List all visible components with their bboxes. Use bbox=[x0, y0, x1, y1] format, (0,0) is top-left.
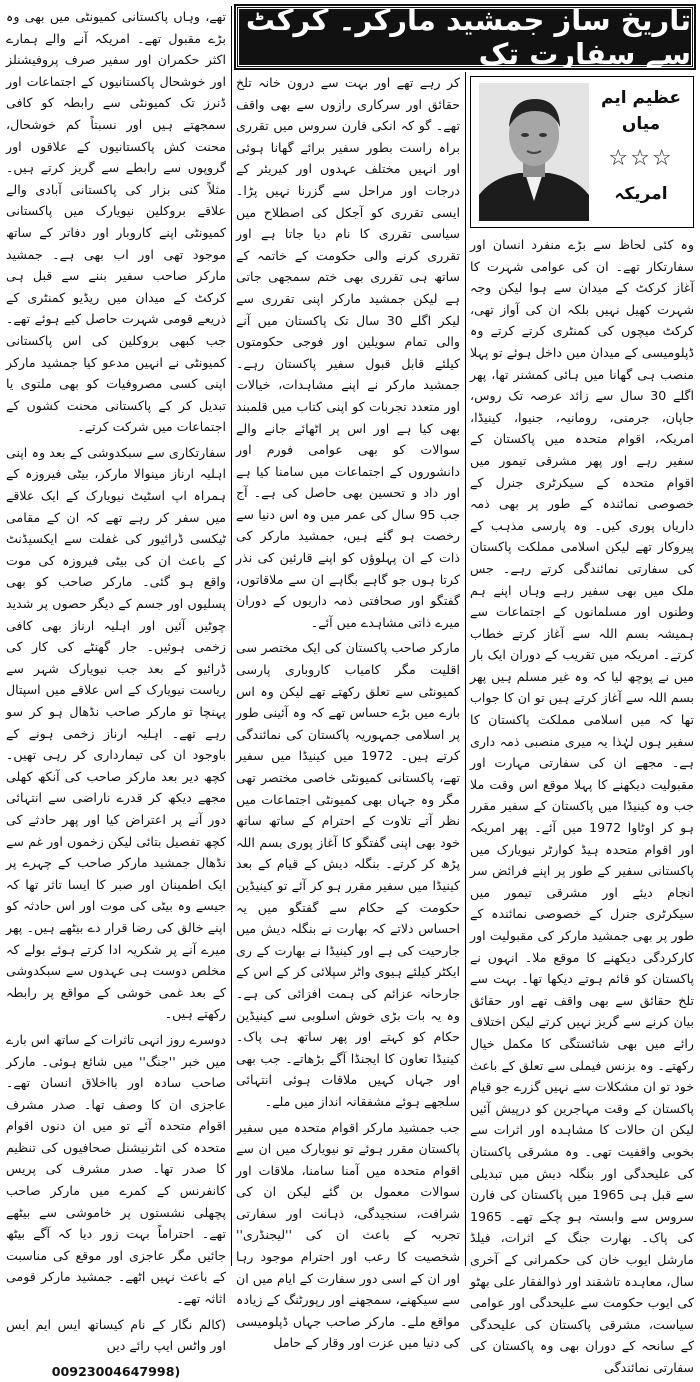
paragraph: سفارتکاری سے سبکدوشی کے بعد وہ اپنی اہلیہ ارناز مینوالا مارکر، بیٹی فیروزہ کے ہمراہ اپ اسٹیٹ نیویارک کے ایک علاقے میں سفر کر رہے تھے کہ ان کے مقامی ٹیکسی ڈرائیور کی غفلت سے ایکسیڈنٹ کے باعث ان کی بیٹی فیروزہ کی موت واقع ہو گئی۔ مارکر صاحب کو بھی پسلیوں اور جسم کے دیگر حصوں پر شدید چوٹیں آئیں اور اہلیہ ارناز بھی کافی زخمی ہوئیں۔ جار گھنٹے کی کار کی ڈرائیو کے بعد جب نیویارک شہر سے ریاست نیویارک کے اس علاقے میں اسپتال پہنچا تو مارکر صاحب نڈھال ہو کر سو رہے تھے۔ اہلیہ ارناز زخمی ہونے کے باوجود ان کی تیمارداری کر رہی تھیں۔ کچھ دیر بعد مارکر صاحب کی آنکھ کھلی مجھے دیکھ کر قدرے ناراضی سے انتہائی دور آنے پر اعتراض کیا اور پھر حادثے کی کچھ تفصیل بتائی لیکن زخموں اور غم سے نڈھال جمشید مارکر صاحب کے چہرے پر ایک اطمینان اور صبر کا ایسا تاثر تھا کہ جیسے وہ بیٹی کی موت اور اس حادثہ کو اپنے خالق کی رضا قرار دے بیٹھے ہیں۔ پھر میرے آنے پر شکریہ ادا کرتے ہوئے بولے کہ مخلص دوست ہی عہدوں سے سبکدوشی کے بعد غمی خوشی کے مواقع پر رابطہ رکھتے ہیں۔ bbox=[6, 444, 226, 1022]
author-location: امریکہ bbox=[614, 184, 668, 204]
paragraph: وہ کئی لحاظ سے بڑے منفرد انسان اور سفارتکار تھے۔ ان کی عوامی شہرت کا آغاز کرکٹ کے میدان سے ہوا لیکن وجہ شہرت کھیل نہیں بلکہ ان کی آواز تھی، کرکٹ میچوں کی کمنٹری کرتے کرتے وہ ڈپلومیسی کے میدان میں داخل ہوئے تو پہلا منصب ہی گھانا میں ہائی کمشنر تھا، پھر اگلے 30 سال سے زائد عرصہ تک روس، جاپان، جرمنی، رومانیہ، جنیوا، کینیڈا، امریکہ، اقوام متحدہ میں پاکستان کے سفیر رہے اور پھر مشرقی تیمور میں اقوام متحدہ کے سیکرٹری جنرل کے خصوصی نمائندہ کے طور پر بھی ذمہ داریاں پوری کیں۔ وہ پارسی مذہب کے پیروکار تھے لیکن اسلامی مملکت پاکستان کی سفارتی نمائندگی کرتے رہے۔ جس ملک میں بھی سفیر رہے وہاں اپنے ہم وطنوں اور مسلمانوں کے اجتماعات سے ہمیشہ بسم اللہ سے آغاز کرتے خطاب کرتے۔ امریکہ میں تقریب کے دوران ایک بار میں نے پوچھ لیا کہ وہ غیر مسلم ہیں پھر بسم اللہ سے آغاز کرتے ہیں تو ان کا جواب تھا کہ میں اسلامی مملکت پاکستان کا سفیر ہوں لہٰذا یہ میری منصبی ذمہ داری ہے۔ مجھے ان کی سفارتی مہارت اور مقبولیت دیکھنے کا پہلا موقع اس وقت ملا جب وہ کینیڈا میں پاکستان کے سفیر مقرر ہو کر اوٹاوا 1972 میں آئے۔ پھر امریکہ اور اقوام متحدہ ہیڈ کوارٹر نیویارک میں پاکستانی سفیر کے طور پر اپنے فرائض سر انجام دیئے اور مشرقی تیمور میں سیکرٹری جنرل کے خصوصی نمائندہ کے طور پر بھی جمشید مارکر کی مقبولیت اور کارکردگی دیکھنے کا موقع ملا۔ انہوں نے پاکستان کو قائم ہوتے دیکھا تھا۔ بہت سے تلخ حقائق سے بھی واقف تھے اور حقائق بیان کرنے سے گریز نہیں کرتے لیکن اختلاف رائے میں بھی شائستگی کا مکمل خیال رکھتے۔ وہ بزنس فیملی سے تعلق کے باعث خود تو ان مشکلات سے نہیں گزرے جو قیام پاکستان کے وقت مہاجرین کو درپیش آئیں لیکن ان حالات کا مشاہدہ اور اثرات سے بخوبی واقفیت تھی۔ وہ مشرقی پاکستان کی علیحدگی اور بنگلہ دیش میں تبدیلی سے قبل ہی 1965 میں پاکستان کی فارن سروس سے وابستہ ہو چکے تھے۔ 1965 کی پاک۔ بھارت جنگ کے اثرات، فیلڈ مارشل ایوب خان کی حکمرانی کے آخری سال، معاہدہ تاشقند اور ذوالفقار علی بھٹو کی ایوب حکومت سے علیحدگی اور عوامی سیاست، مشرقی پاکستان کی علیحدگی کے سانحہ کے دوران بھی وہ پاکستان کی سفارتی نمائندگی bbox=[470, 237, 694, 1375]
author-box bbox=[470, 76, 694, 228]
article-column-right bbox=[470, 234, 694, 1375]
paragraph: تھے، وہاں پاکستانی کمیونٹی میں بھی وہ بڑے مقبول تھے۔ امریکہ آنے والے ہمارے اکثر حکمران اور سفیر صرف پروفیشنلز اور خوشحال پاکستانیوں کے اجتماعات اور ڈنرز تک کمیونٹی سے رابطہ کو کافی سمجھتے ہیں اور نسبتاً کم خوشحال، محنت کش پاکستانیوں کے علاقوں اور گروپوں سے رابطے سے گریز کرتے ہیں۔ مثلاً کنی بزار کی پاکستانی آبادی والے علاقے بروکلین نیویارک میں پاکستانی کمیونٹی اپنے کاروبار اور دفاتر کے ساتھ موجود تھی اور اب بھی ہے۔ جمشید مارکر صاحب سفیر بننے سے قبل ہی کرکٹ کے میدان میں ریڈیو کمنٹری کے ذریعے قومی شہرت حاصل کیے ہوئے تھے۔ جب کبھی بروکلین کی اس پاکستانی کمیونٹی نے انہیں مدعو کیا جمشید مارکر اپنی کسی مصروفیات کو بھی ملتوی یا تبدیل کر کے پاکستانی محنت کشوں کے اجتماعات میں شرکت کرتے۔ bbox=[6, 9, 226, 435]
author-phone-number: 00923004647998) bbox=[51, 1363, 181, 1379]
paragraph: مارکر صاحب پاکستان کی ایک مختصر سی اقلیت مگر کامیاب کاروباری پارسی کمیونٹی سے تعلق رکھتے تھے لیکن وہ اس بارے میں بڑے حساس تھے کہ وہ آئینی طور پر اسلامی جمہوریہ پاکستان کی نمائندگی کرتے ہیں۔ 1972 میں کینیڈا میں سفیر تھے، پاکستانی کمیونٹی خاصی مختصر تھی مگر وہ جہاں بھی کمیونٹی اجتماعات میں نظر آتے تلاوت کے احترام کے ساتھ ساتھ خود بھی اپنی گفتگو کا آغاز پوری بسم اللہ پڑھ کر کرتے۔ بنگلہ دیش کے قیام کے بعد کینیڈا میں سفیر مقرر ہو کر آئے تو کینیڈین حکومت کے حکام سے گفتگو میں یہ احساس دلاتے کہ بھارت نے بنگلہ دیش میں جارحیت کی ہے اور کینیڈا نے بھارت کے ری ایکٹر کیلئے ہیوی واٹر سپلائی کر کے اس کے جارحانہ عزائم کی ہمت افزائی کی ہے۔ وہ یہ بات بڑی خوش اسلوبی سے کینیڈین حکام کو کہتے اور پھر ساتھ ہی پاک۔ کینیڈا تعاون کا ایجنڈا آگے بڑھاتے۔ جب بھی اور جہاں کہیں ملاقات ہوئی انتہائی سلجھے ہوئے مشفقانہ انداز میں ملے۔ bbox=[236, 640, 460, 1109]
article-column-left bbox=[6, 6, 226, 1379]
article-column-middle bbox=[236, 72, 461, 1351]
paragraph: جب جمشید مارکر اقوام متحدہ میں سفیر پاکستان مقرر ہوئے تو نیویارک میں ان سے اقوام متحدہ میں آمنا سامنا، ملاقات اور سوالات معمول بن گئے لیکن ان کی شرافت، سنجیدگی، ذہانت اور سفارتی تجربہ کے باعث ان کی ''لیجنڈری'' شخصیت کا رعب اور احترام موجود رہا اور ان کے اسی دور سفارت کے ایام میں ان سے سیکھنے، سمجھنے اور رپورٹنگ کے زیادہ مواقع ملے۔ مارکر صاحب جہاں ڈپلومیسی کی دنیا میں عزت اور وقار کے حامل bbox=[236, 1119, 460, 1351]
author-contact-note: (کالم نگار کے نام کیساتھ ایس ایم ایس اور واٹس ایپ رائے دیں bbox=[6, 1316, 226, 1354]
author-photo bbox=[479, 83, 589, 221]
column-divider bbox=[231, 6, 232, 1266]
author-portrait-image bbox=[479, 83, 589, 221]
headline: تاریخ ساز جمشید مارکر۔ کرکٹ سے سفارت تک bbox=[236, 6, 694, 68]
paragraph: کر رہے تھے اور بہت سے درون خانہ تلخ حقائق اور سرکاری رازوں سے بھی واقف تھے۔ گو کہ انکی فارن سروس میں تقرری براہ راست بطور سفیر برائے گھانا ہوئی اور انہیں مختلف عہدوں اور کیریئر کے درجات اور مراحل سے گزرنا نہیں پڑا۔ ایسی تقرری کو آجکل کی اصطلاح میں سیاسی تقرری کا نام دیا جاتا ہے اور تقرری کرنے والی حکومت کے خاتمہ کے ساتھ ہی تقرری بھی ختم سمجھی جاتی ہے لیکن جمشید مارکر اپنی تقرری سے لیکر اگلے 30 سال تک پاکستان میں آنے والی تمام سویلین اور فوجی حکومتوں کیلئے قابل قبول سفیر پاکستان رہے۔ جمشید مارکر نے اپنے مشاہدات، خیالات اور متعدد تجربات کو اپنی کتاب میں قلمبند بھی کیا ہے اور اس پر اٹھائے جانے والے سوالات کو بھی عوامی فورم اور دانشوروں کے اجتماعات میں سامنا کیا ہے اور داد و تحسین بھی حاصل کی ہے۔ آج جب 95 سال کی عمر میں وہ اس دنیا سے رخصت ہو گئے ہیں، جمشید مارکر کی ذات کے ان پہلوؤں کو اپنے قارئین کی نذر کرتا ہوں جو گاہے بگاہے ان سے ملاقاتوں، گفتگو اور صحافتی ذمہ داریوں کے دوران میرے ذاتی مشاہدے میں آئے۔ bbox=[236, 75, 461, 630]
paragraph: دوسرے روز انہی تاثرات کے ساتھ اس بارے میں خبر ''جنگ'' میں شائع ہوئی۔ مارکر صاحب سادہ اور بااخلاق انسان تھے۔ عاجزی ان کا وصف تھا۔ صدر مشرف اقوام متحدہ آئے تو میں ان دنوں اقوام متحدہ کی انٹرنیشنل صحافیوں کی تنظیم کا صدر تھا۔ صدر مشرف کی پریس کانفرنس کے کمرے میں مارکر صاحب پچھلی نشستوں پر خاموشی سے بیٹھے تھے۔ احتراماً بہت زور دیا کہ آگے بیٹھ جائیں مگر عاجزی اور موقع کی مناسبت کے باعث نہیں اٹھے۔ جمشید مارکر قومی اثاثہ تھے۔ bbox=[6, 1031, 226, 1307]
author-name: عظیم ایم میاں bbox=[601, 88, 681, 134]
author-stars: ☆☆☆ bbox=[608, 146, 674, 171]
author-info bbox=[595, 85, 687, 207]
column-divider bbox=[465, 72, 466, 1266]
